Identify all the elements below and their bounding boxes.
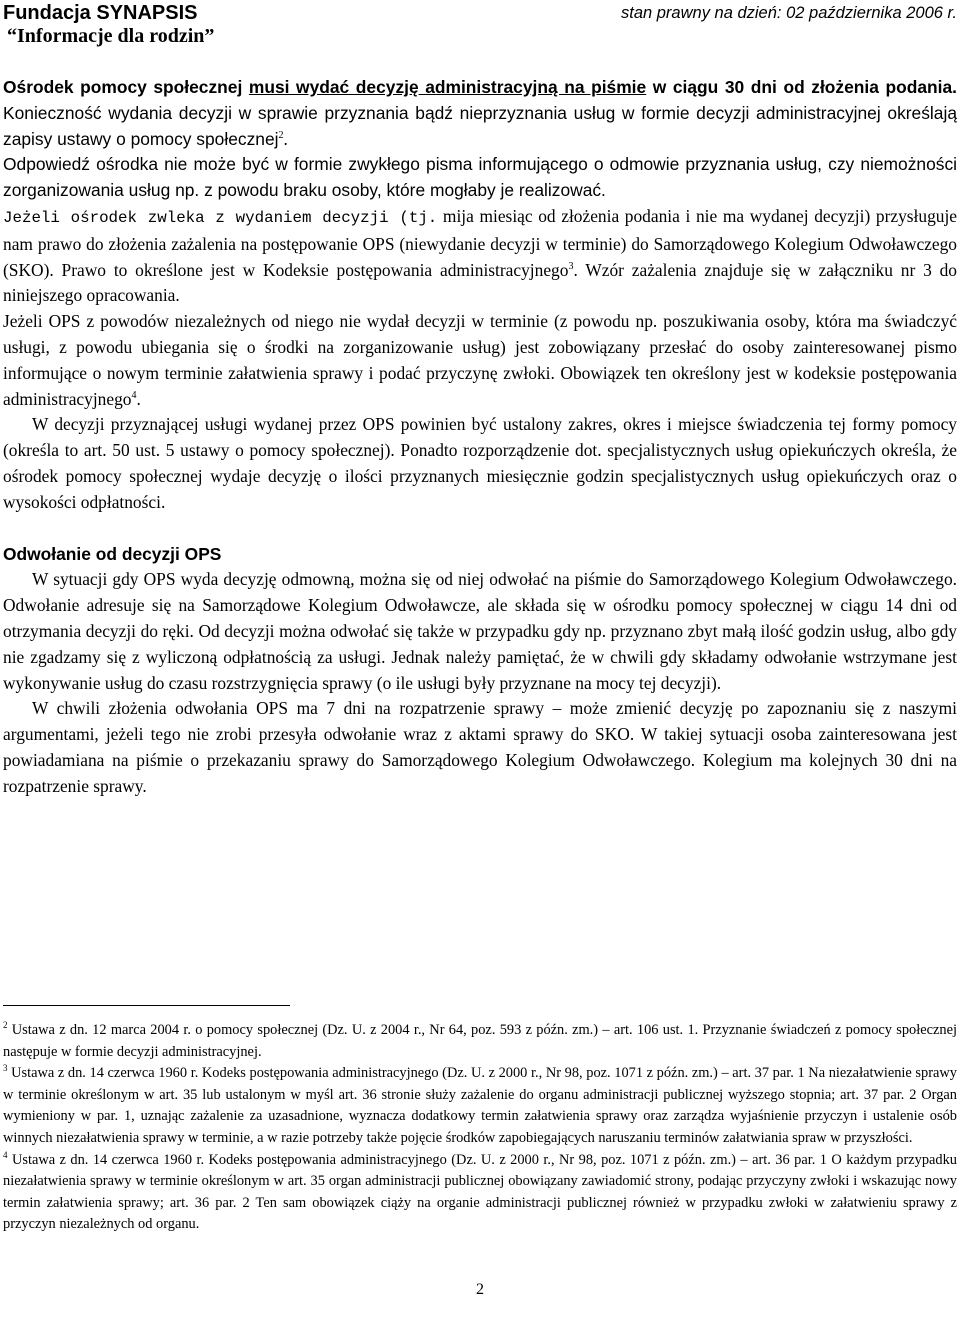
paragraph-decision-content: W decyzji przyznającej usługi wydanej przez OPS powinien być ustalony zakres, okres i miejsce świadczenia tej formy pomocy (określa to art. 50 ust. 5 ustawy o pomocy społecznej). Ponadto rozporządzenie dot. specjalistycznych usług opiekuńczych określa, że ośrodek pomocy społecznej wydaje decyzję o ilości przyznanych miesięcznie godzin specjalistycznych usług opiekuńczych oraz o wysokości odpłatności. xyxy=(3,414,957,512)
paragraph-ops-delay xyxy=(3,309,957,412)
paragraph-text-end: . Wzór zażalenia znajduje się w załączniku nr 3 do niniejszego opracowania. xyxy=(3,259,957,306)
paragraph-text: Konieczność wydania decyzji w sprawie przyznania bądź nieprzyznania usług w formie decyzji administracyjnej określają zapisy ustawy o pomocy społecznej xyxy=(3,102,957,149)
paragraph-appeal: W sytuacji gdy OPS wyda decyzję odmowną, można się od niej odwołać na piśmie do Samorządowego Kolegium Odwoławczego. Odwołanie adresuje się na Samorządowe Kolegium Odwoławcze, ale składa się w ośrodku pomocy społecznej w ciągu 14 dni od otrzymania decyzji do ręki. Od decyzji można odwołać się także w przypadku gdy np. przyznano zbyt małą ilość godzin usług, albo gdy nie zgadzamy się z wyliczoną odpłatnością za usługi. Jednak należy pamiętać, że w chwili gdy składamy odwołanie wstrzymane jest wykonywanie usług do czasu rozstrzygnięcia sprawy (o ile usługi były przyznane na mocy tej decyzji). xyxy=(3,569,957,693)
document-page xyxy=(3,0,957,1326)
footnote-2 xyxy=(3,1020,957,1063)
lead-bold-underlined: musi wydać decyzję administracyjną na piśmie xyxy=(248,77,647,97)
page-header xyxy=(3,0,957,48)
footnote-3 xyxy=(3,1063,957,1149)
footnote-ref-2: 2 xyxy=(278,129,284,141)
document-title: “Informacje dla rodzin” xyxy=(7,25,215,47)
paragraph-appeal-review: W chwili złożenia odwołania OPS ma 7 dni na rozpatrzenie sprawy – może zmienić decyzję po zapoznaniu się z naszymi argumentami, jeżeli tego nie zrobi przesyła odwołanie wraz z aktami sprawy do SKO. W takiej sytuacji osoba zainteresowana jest powiadamiana na piśmie o przekazaniu sprawy do Samorządowego Kolegium Odwoławczego. Kolegium ma kolejnych 30 dni na rozpatrzenie sprawy. xyxy=(3,698,957,796)
footnote-ref-3: 3 xyxy=(568,260,574,272)
legal-status-date: stan prawny na dzień: 02 października 2006 r. xyxy=(620,4,957,22)
footnote-text: Ustawa z dn. 12 marca 2004 r. o pomocy społecznej (Dz. U. z 2004 r., Nr 64, poz. 593 z późn. zm.) – art. 106 ust. 1. Przyznanie świadczeń z pomocy społecznej następuje w formie decyzji administracyjnej. xyxy=(3,1022,957,1060)
paragraph-delay-complaint xyxy=(3,204,957,309)
footnote-text: Ustawa z dn. 14 czerwca 1960 r. Kodeks postępowania administracyjnego (Dz. U. z 2000 r., Nr 98, poz. 1071 z późn. zm.) – art. 37 par. 1 Na niezałatwienie sprawy w terminie określonym w art. 35 lub ustalonym w myśl art. 36 stronie służy zażalenie do organu administracji publicznej wyższego stopnia; art. 37 par. 2 Organ wymieniony w par. 1, uznając zażalenie za uzasadnione, wyznacza dodatkowy termin załatwienia sprawy oraz zarządza wyjaśnienie przyczyn i ustalenie osób winnych niezałatwienia sprawy w terminie, a w razie potrzeby także pojęcie środków zapobiegających naruszaniu terminów załatwiania spraw w przyszłości. xyxy=(3,1065,957,1146)
footnote-number: 2 xyxy=(3,1020,8,1031)
paragraph-end: . xyxy=(136,388,141,409)
paragraph-text-mono: Jeżeli ośrodek zwleka z wydaniem decyzji (tj. xyxy=(3,208,438,227)
lead-bold-c: w ciągu 30 dni od złożenia podania. xyxy=(646,77,957,97)
paragraph-decision-requirement xyxy=(3,75,957,152)
main-content xyxy=(3,75,957,800)
paragraph-response-form: Odpowiedź ośrodka nie może być w formie zwykłego pisma informującego o odmowie przyznania usług, czy niemożności zorganizowania usług np. z powodu braku osoby, które mogłaby je realizować. xyxy=(3,154,957,201)
footnote-ref-4: 4 xyxy=(131,389,137,401)
section-heading: Odwołanie od decyzji OPS xyxy=(3,543,222,564)
organization-name: Fundacja SYNAPSIS xyxy=(3,2,198,24)
paragraph-text: Jeżeli OPS z powodów niezależnych od niego nie wydał decyzji w terminie (z powodu np. poszukiwania osoby, która ma świadczyć usługi, z powodu ubiegania się o środki na zorganizowanie usług) jest zobowiązany przesłać do osoby zainteresowanej pismo informujące o nowym terminie załatwienia sprawy i podać przyczynę zwłoki. Obowiązek ten określony jest w kodeksie postępowania administracyjnego xyxy=(3,311,957,409)
footnotes xyxy=(3,1020,957,1236)
footnote-number: 3 xyxy=(3,1063,8,1074)
paragraph-end: . xyxy=(283,128,288,149)
footnote-4 xyxy=(3,1150,957,1236)
lead-bold-a: Ośrodek pomocy społecznej xyxy=(3,77,249,97)
footnote-number: 4 xyxy=(3,1149,8,1160)
footnote-text: Ustawa z dn. 14 czerwca 1960 r. Kodeks postępowania administracyjnego (Dz. U. z 2000 r., Nr 98, poz. 1071 z późn. zm.) – art. 36 par. 1 O każdym przypadku niezałatwienia sprawy w terminie określonym w art. 35 organ administracji publicznej obowiązany zawiadomić strony, podając przyczyny zwłoki i wskazując nowy termin załatwienia sprawy; art. 36 par. 2 Ten sam obowiązek ciąży na organie administracji publicznej również w przypadku zwłoki w załatwieniu sprawy z przyczyn niezależnych od organu. xyxy=(3,1151,957,1233)
footnote-separator xyxy=(3,1005,290,1006)
paragraph-text: mija miesiąc od złożenia podania i nie ma wydanej decyzji) przysługuje nam prawo do złożenia zażalenia na postępowanie OPS (niewydanie decyzji w terminie) do Samorządowego Kolegium Odwoławczego (SKO). Prawo to określone jest w Kodeksie postępowania administracyjnego xyxy=(3,205,958,280)
page-number: 2 xyxy=(476,1281,484,1298)
